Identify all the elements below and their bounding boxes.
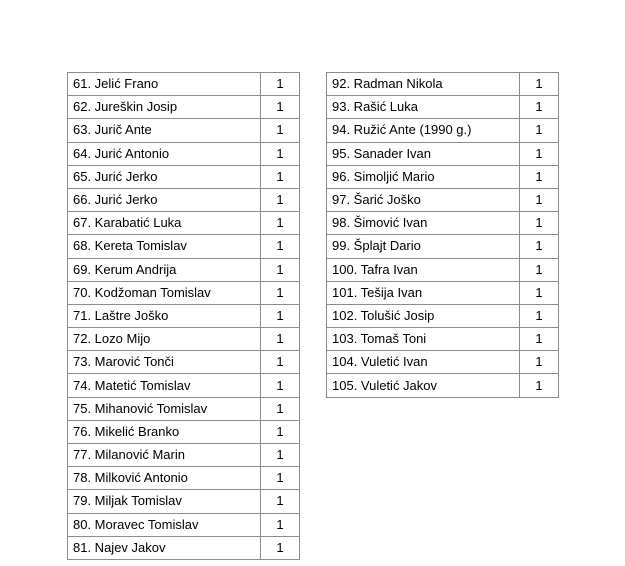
row-name: 94. Ružić Ante (1990 g.)	[327, 119, 520, 142]
row-count: 1	[520, 119, 559, 142]
table-row	[327, 235, 559, 258]
row-name: 104. Vuletić Ivan	[327, 351, 520, 374]
row-count: 1	[520, 258, 559, 281]
row-count: 1	[520, 96, 559, 119]
table-row	[68, 536, 300, 559]
row-count: 1	[520, 212, 559, 235]
table-row	[68, 73, 300, 96]
table-row	[68, 212, 300, 235]
table-row	[327, 96, 559, 119]
table-row	[68, 235, 300, 258]
row-name: 68. Kereta Tomislav	[68, 235, 261, 258]
table-row	[327, 165, 559, 188]
table-row	[68, 96, 300, 119]
row-name: 97. Šarić Joško	[327, 188, 520, 211]
row-count: 1	[261, 258, 300, 281]
row-name: 72. Lozo Mijo	[68, 328, 261, 351]
row-count: 1	[520, 142, 559, 165]
table-row	[68, 467, 300, 490]
table-row	[68, 281, 300, 304]
row-name: 74. Matetić Tomislav	[68, 374, 261, 397]
row-name: 62. Jureškin Josip	[68, 96, 261, 119]
row-count: 1	[261, 513, 300, 536]
row-count: 1	[261, 188, 300, 211]
table-row	[327, 119, 559, 142]
row-count: 1	[261, 212, 300, 235]
table-row	[327, 351, 559, 374]
right-roster-table	[326, 72, 559, 398]
row-name: 101. Tešija Ivan	[327, 281, 520, 304]
row-name: 93. Rašić Luka	[327, 96, 520, 119]
row-count: 1	[261, 444, 300, 467]
row-count: 1	[261, 397, 300, 420]
row-count: 1	[261, 351, 300, 374]
table-row	[327, 374, 559, 397]
row-name: 76. Mikelić Branko	[68, 420, 261, 443]
row-count: 1	[261, 490, 300, 513]
row-name: 69. Kerum Andrija	[68, 258, 261, 281]
row-count: 1	[261, 165, 300, 188]
table-row	[327, 142, 559, 165]
row-name: 75. Mihanović Tomislav	[68, 397, 261, 420]
table-row	[327, 73, 559, 96]
row-name: 73. Marović Tonči	[68, 351, 261, 374]
table-row	[68, 374, 300, 397]
table-row	[68, 490, 300, 513]
row-name: 66. Jurić Jerko	[68, 188, 261, 211]
row-count: 1	[520, 165, 559, 188]
row-name: 70. Kodžoman Tomislav	[68, 281, 261, 304]
row-name: 77. Milanović Marin	[68, 444, 261, 467]
row-name: 95. Sanader Ivan	[327, 142, 520, 165]
table-row	[68, 420, 300, 443]
row-count: 1	[261, 328, 300, 351]
table-row	[327, 212, 559, 235]
row-count: 1	[520, 304, 559, 327]
row-name: 92. Radman Nikola	[327, 73, 520, 96]
row-count: 1	[520, 351, 559, 374]
row-name: 78. Milković Antonio	[68, 467, 261, 490]
row-name: 65. Jurić Jerko	[68, 165, 261, 188]
table-row	[327, 188, 559, 211]
row-count: 1	[261, 96, 300, 119]
table-row	[327, 328, 559, 351]
row-count: 1	[261, 119, 300, 142]
row-count: 1	[261, 467, 300, 490]
table-row	[68, 188, 300, 211]
table-row	[68, 258, 300, 281]
row-name: 80. Moravec Tomislav	[68, 513, 261, 536]
table-row	[327, 258, 559, 281]
table-row	[68, 304, 300, 327]
row-count: 1	[520, 73, 559, 96]
row-name: 100. Tafra Ivan	[327, 258, 520, 281]
table-row	[68, 444, 300, 467]
row-name: 79. Miljak Tomislav	[68, 490, 261, 513]
row-count: 1	[261, 281, 300, 304]
row-name: 63. Jurič Ante	[68, 119, 261, 142]
table-row	[68, 328, 300, 351]
row-count: 1	[261, 73, 300, 96]
table-row	[68, 142, 300, 165]
row-name: 105. Vuletić Jakov	[327, 374, 520, 397]
row-count: 1	[261, 374, 300, 397]
table-row	[68, 165, 300, 188]
row-count: 1	[261, 304, 300, 327]
table-row	[327, 304, 559, 327]
row-count: 1	[520, 188, 559, 211]
row-name: 71. Laštre Joško	[68, 304, 261, 327]
row-name: 81. Najev Jakov	[68, 536, 261, 559]
row-count: 1	[261, 420, 300, 443]
row-name: 99. Šplajt Dario	[327, 235, 520, 258]
row-count: 1	[520, 235, 559, 258]
table-row	[327, 281, 559, 304]
left-roster-table	[67, 72, 300, 560]
row-name: 98. Šimović Ivan	[327, 212, 520, 235]
table-row	[68, 351, 300, 374]
table-row	[68, 397, 300, 420]
row-count: 1	[520, 281, 559, 304]
table-row	[68, 119, 300, 142]
row-name: 61. Jelić Frano	[68, 73, 261, 96]
table-row	[68, 513, 300, 536]
row-name: 103. Tomaš Toni	[327, 328, 520, 351]
row-name: 96. Simoljić Mario	[327, 165, 520, 188]
row-count: 1	[520, 374, 559, 397]
row-name: 102. Tolušić Josip	[327, 304, 520, 327]
row-name: 67. Karabatić Luka	[68, 212, 261, 235]
row-name: 64. Jurić Antonio	[68, 142, 261, 165]
row-count: 1	[520, 328, 559, 351]
row-count: 1	[261, 235, 300, 258]
row-count: 1	[261, 536, 300, 559]
row-count: 1	[261, 142, 300, 165]
